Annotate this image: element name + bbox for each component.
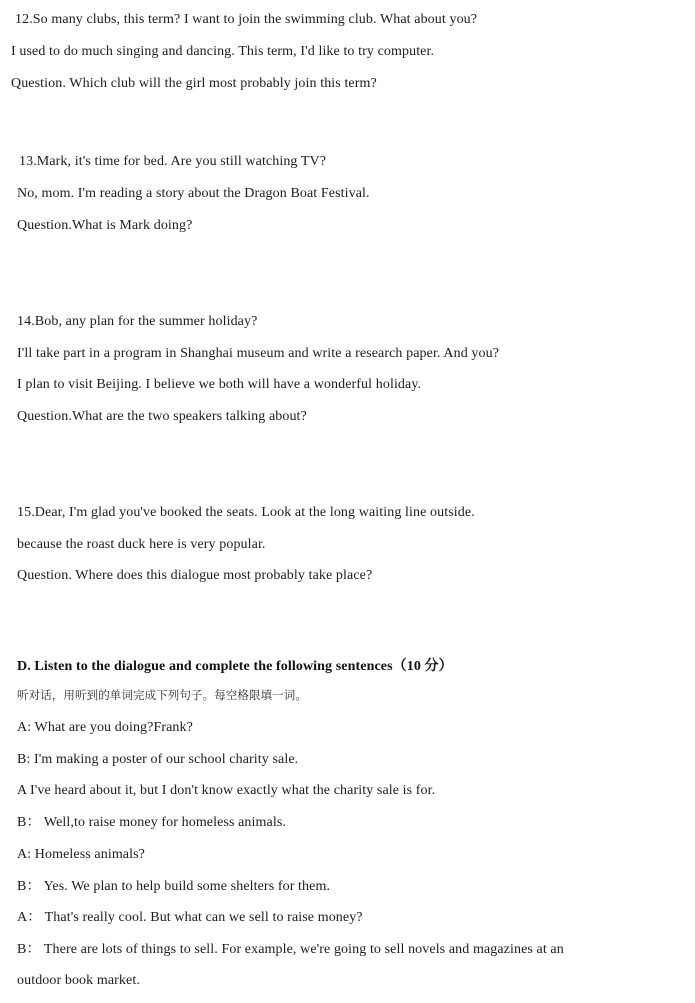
section-d-instruction: 听对话，用听到的单词完成下列句子。每空格限填一词。 xyxy=(17,688,307,702)
dialogue-line: A: Homeless animals? xyxy=(17,847,145,862)
dialogue-line: B： Well,to raise money for homeless animals. xyxy=(17,815,286,830)
dialogue-line: outdoor book market. xyxy=(17,973,140,988)
dialogue-line: B： Yes. We plan to help build some shelters for them. xyxy=(17,879,331,894)
q13-line1: 13.Mark, it's time for bed. Are you still watching TV? xyxy=(19,154,327,169)
q15-line1: 15.Dear, I'm glad you've booked the seats. Look at the long waiting line outside. xyxy=(17,505,475,520)
q12-line2: I used to do much singing and dancing. This term, I'd like to try computer. xyxy=(11,44,435,59)
dialogue-line: A： That's really cool. But what can we sell to raise money? xyxy=(17,910,363,925)
q14-line1: 14.Bob, any plan for the summer holiday? xyxy=(17,314,258,329)
q14-line2: I'll take part in a program in Shanghai museum and write a research paper. And you? xyxy=(17,346,500,361)
q15-line2: because the roast duck here is very popular. xyxy=(17,537,266,552)
q12-question: Question. Which club will the girl most probably join this term? xyxy=(11,76,377,91)
q13-line2: No, mom. I'm reading a story about the Dragon Boat Festival. xyxy=(17,186,370,201)
dialogue-line: A: What are you doing?Frank? xyxy=(17,720,193,735)
dialogue-line: A I've heard about it, but I don't know exactly what the charity sale is for. xyxy=(17,783,436,798)
q14-line3: I plan to visit Beijing. I believe we both will have a wonderful holiday. xyxy=(17,377,422,392)
dialogue-line: B: I'm making a poster of our school charity sale. xyxy=(17,752,299,767)
q14-question: Question.What are the two speakers talking about? xyxy=(17,409,307,424)
q15-question: Question. Where does this dialogue most probably take place? xyxy=(17,568,373,583)
section-d-heading: D. Listen to the dialogue and complete the following sentences（10 分） xyxy=(17,659,453,674)
q12-line1: 12.So many clubs, this term? I want to join the swimming club. What about you? xyxy=(15,12,478,27)
q13-question: Question.What is Mark doing? xyxy=(17,218,193,233)
dialogue-line: B： There are lots of things to sell. For example, we're going to sell novels and magazines at an xyxy=(17,942,564,957)
